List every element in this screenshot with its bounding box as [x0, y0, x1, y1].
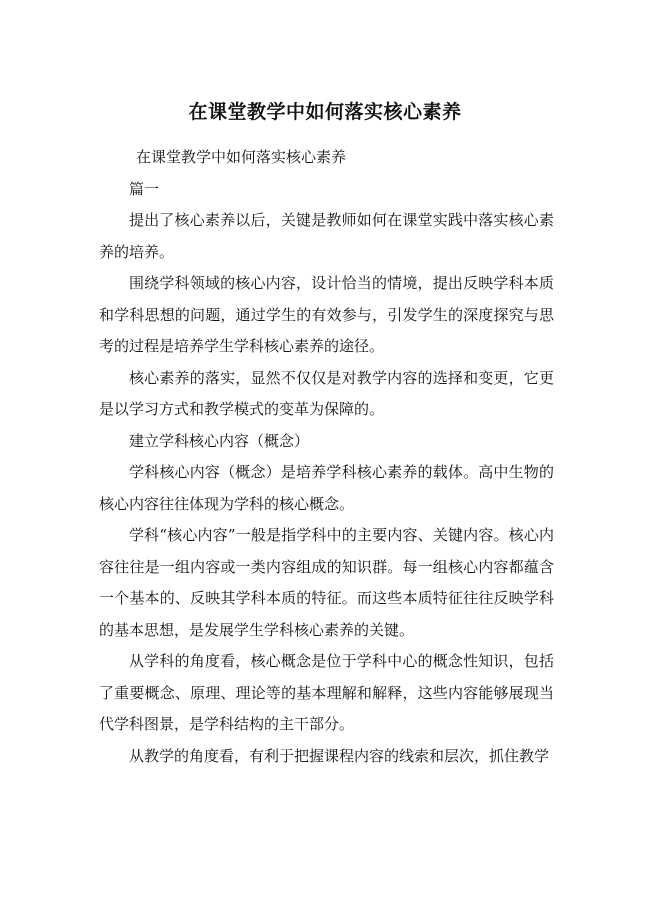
subheading: 建立学科核心内容（概念） [129, 431, 310, 450]
paragraph: 提出了核心素养以后，关键是教师如何在课堂实践中落实核心素养的培养。 [99, 211, 554, 261]
paragraph: 围绕学科领域的核心内容，设计恰当的情境，提出反映学科本质和学科思想的问题，通过学生的有效参与，引发学生的深度探究与思考的过程是培养学生学科核心素养的途径。 [99, 274, 554, 355]
document-subtitle: 在课堂教学中如何落实核心素养 [136, 148, 347, 166]
paragraph: 学科核心内容（概念）是培养学科核心素养的载体。高中生物的核心内容往往体现为学科的核心概念。 [99, 463, 554, 513]
section-heading: 篇一 [129, 179, 160, 198]
paragraph: 从学科的角度看，核心概念是位于学科中心的概念性知识，包括了重要概念、原理、理论等的基本理解和解释，这些内容能够展现当代学科图景，是学科结构的主干部分。 [99, 652, 554, 733]
paragraph: 学科“核心内容”一般是指学科中的主要内容、关键内容。核心内容往往是一组内容或一类内容组成的知识群。每一组核心内容都蕴含一个基本的、反映其学科本质的特征。而这些本质特征往往反映学科的基本思想，是发展学生学科核心素养的关键。 [99, 526, 554, 639]
document-title: 在课堂教学中如何落实核心素养 [188, 101, 462, 123]
document-body [99, 142, 554, 772]
paragraph: 核心素养的落实，显然不仅仅是对教学内容的选择和变更，它更是以学习方式和教学模式的变革为保障的。 [99, 368, 554, 418]
paragraph: 从教学的角度看，有利于把握课程内容的线索和层次，抓住教学 [129, 746, 550, 765]
